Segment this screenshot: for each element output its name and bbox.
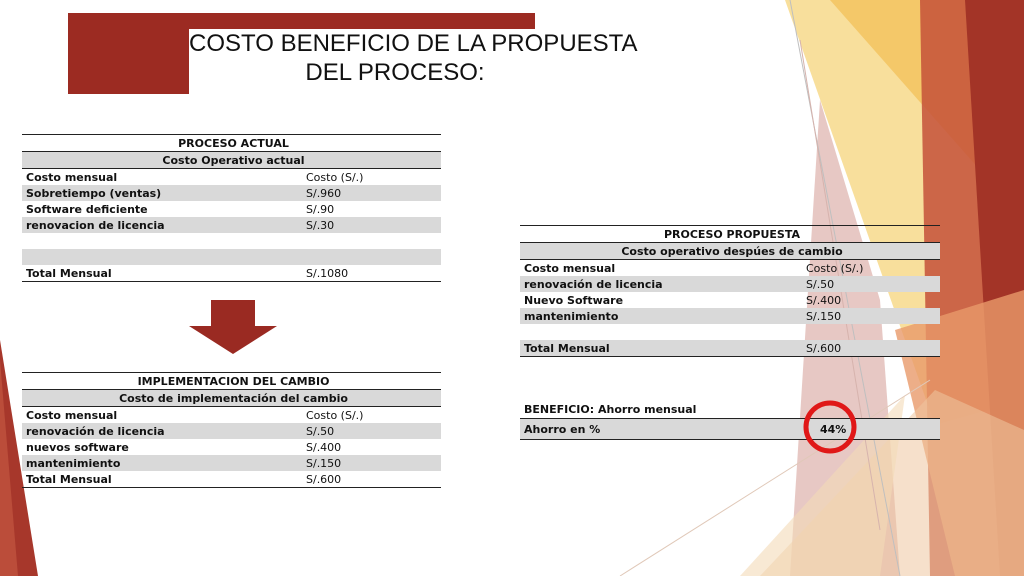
row-value: S/.90 xyxy=(306,202,335,216)
row-label: Sobretiempo (ventas) xyxy=(22,185,302,201)
table-subheader: Costo Operativo actual xyxy=(22,152,441,169)
column-header-row xyxy=(520,260,940,277)
table-row xyxy=(22,455,441,471)
proposed-process-table xyxy=(520,225,940,357)
row-label: mantenimiento xyxy=(520,308,802,324)
row-label: mantenimiento xyxy=(22,455,302,471)
table-row xyxy=(520,276,940,292)
row-value: S/.50 xyxy=(302,423,441,439)
total-row xyxy=(520,340,940,357)
column-value: Costo (S/.) xyxy=(306,170,364,184)
row-label: renovacion de licencia xyxy=(22,217,302,233)
column-value: Costo (S/.) xyxy=(806,261,864,275)
row-label: nuevos software xyxy=(26,440,129,454)
table-row xyxy=(22,201,441,217)
benefit-row xyxy=(520,401,940,419)
title-line-1: COSTO BENEFICIO DE LA PROPUESTA xyxy=(189,30,638,57)
column-label: Costo mensual xyxy=(26,408,118,422)
row-label: renovación de licencia xyxy=(520,276,802,292)
benefit-label: BENEFICIO: Ahorro mensual xyxy=(520,401,940,419)
row-value: S/.150 xyxy=(302,455,441,471)
table-header-row xyxy=(22,135,441,152)
benefit-table xyxy=(520,401,940,440)
table-header: PROCESO ACTUAL xyxy=(22,135,441,152)
savings-label: Ahorro en % xyxy=(520,419,802,440)
slide-title xyxy=(189,29,638,94)
total-value: S/.600 xyxy=(302,471,441,488)
column-header-row xyxy=(22,169,441,186)
title-line-2: DEL PROCESO: xyxy=(305,59,485,86)
total-label: Total Mensual xyxy=(22,265,302,282)
table-row xyxy=(520,308,940,324)
row-value: S/.50 xyxy=(802,276,940,292)
row-value: S/.400 xyxy=(806,293,842,307)
total-label: Total Mensual xyxy=(22,471,302,488)
table-header-row xyxy=(22,373,441,390)
total-value: S/.1080 xyxy=(302,265,441,282)
table-row xyxy=(22,185,441,201)
table-row xyxy=(22,439,441,455)
table-row xyxy=(520,292,940,308)
down-arrow-icon xyxy=(189,300,277,354)
row-label: renovación de licencia xyxy=(22,423,302,439)
current-process-table xyxy=(22,134,441,282)
table-subheader-row xyxy=(22,390,441,407)
table-header-row xyxy=(520,226,940,243)
column-value: Costo (S/.) xyxy=(306,408,364,422)
table-subheader-row xyxy=(520,243,940,260)
column-label: Costo mensual xyxy=(26,170,118,184)
table-row xyxy=(22,423,441,439)
column-header-row xyxy=(22,407,441,424)
table-subheader: Costo de implementación del cambio xyxy=(22,390,441,407)
empty-row xyxy=(22,233,441,249)
row-value: S/.150 xyxy=(802,308,940,324)
row-value: S/.400 xyxy=(306,440,342,454)
row-value: S/.960 xyxy=(302,185,441,201)
savings-value: 44% xyxy=(802,419,940,440)
row-label: Nuevo Software xyxy=(524,293,624,307)
table-header: IMPLEMENTACION DEL CAMBIO xyxy=(22,373,441,390)
implementation-table xyxy=(22,372,441,488)
total-row xyxy=(22,265,441,282)
table-subheader: Costo operativo despúes de cambio xyxy=(520,243,940,260)
row-value: S/.30 xyxy=(302,217,441,233)
table-row xyxy=(22,217,441,233)
total-value: S/.600 xyxy=(802,340,940,357)
column-label: Costo mensual xyxy=(524,261,616,275)
table-subheader-row xyxy=(22,152,441,169)
total-label: Total Mensual xyxy=(520,340,802,357)
table-header: PROCESO PROPUESTA xyxy=(520,226,940,243)
empty-row xyxy=(520,324,940,340)
total-row xyxy=(22,471,441,488)
savings-row xyxy=(520,419,940,440)
title-banner xyxy=(68,13,638,94)
row-label: Software deficiente xyxy=(26,202,148,216)
empty-row xyxy=(22,249,441,265)
highlight-circle-icon xyxy=(803,400,857,454)
